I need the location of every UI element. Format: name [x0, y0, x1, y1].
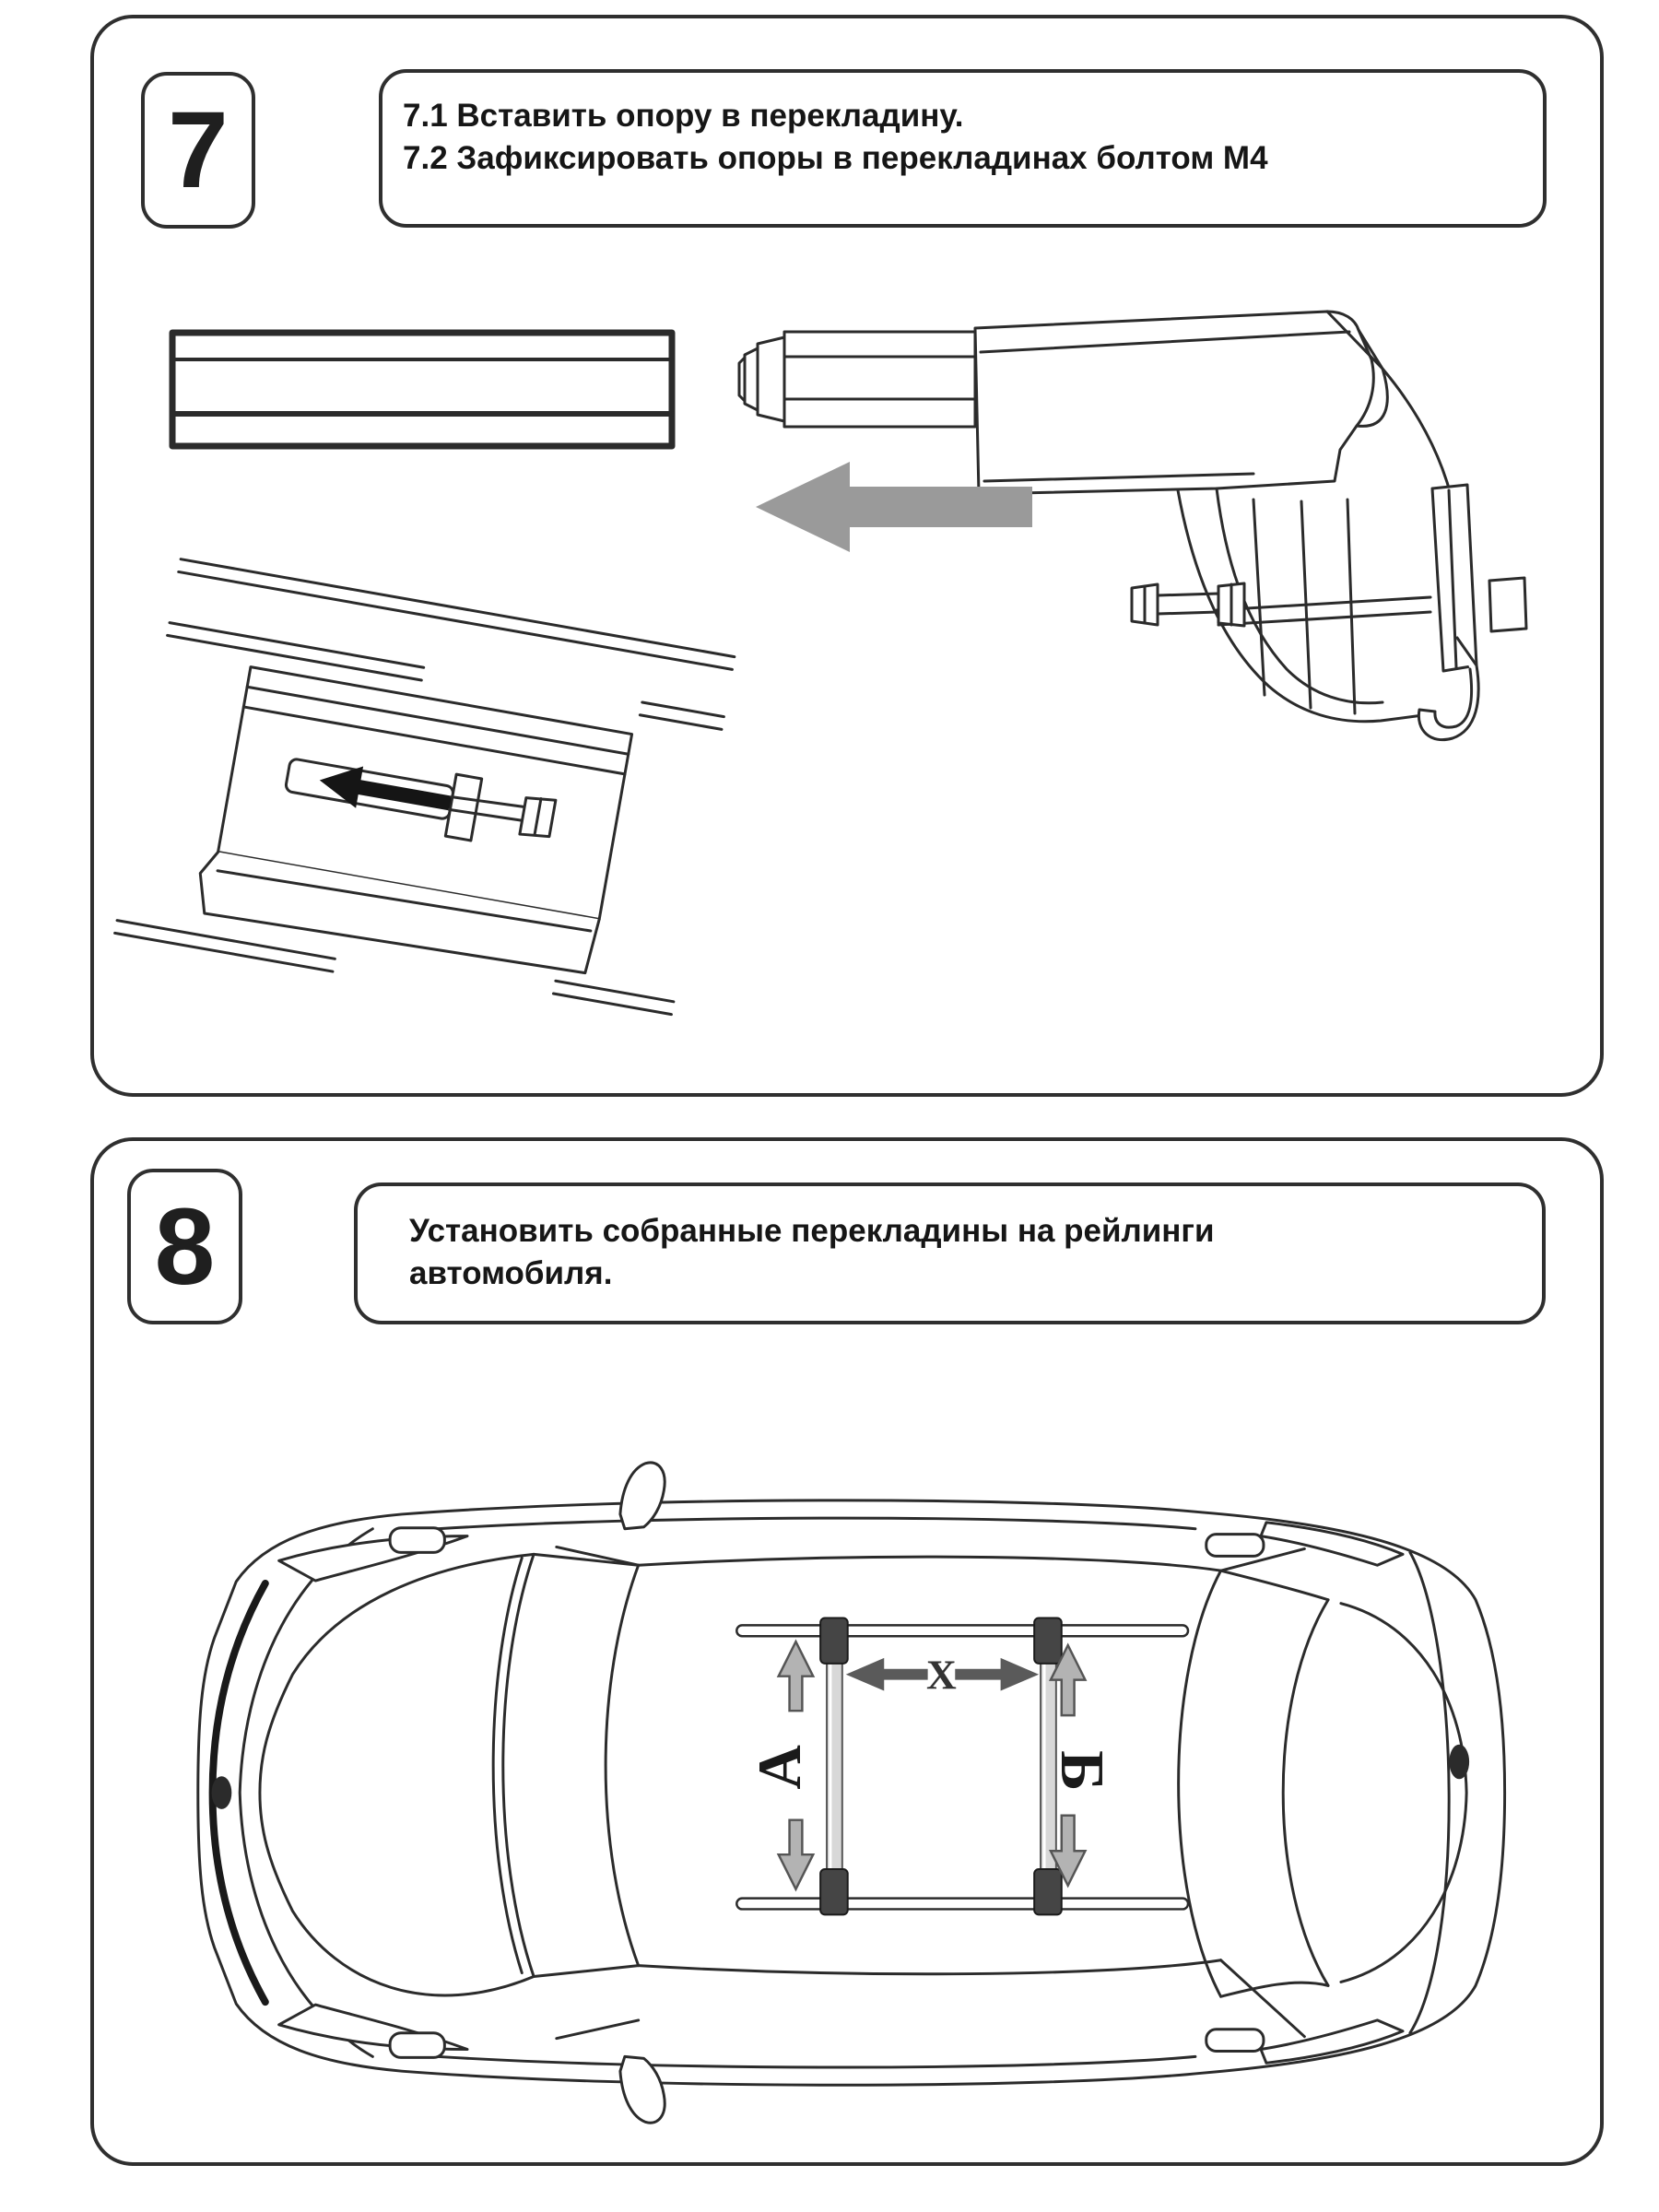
step-8-number-box	[127, 1169, 242, 1324]
step-8-instruction: Установить собранные перекладины на рейлинги автомобиля.	[409, 1213, 1215, 1291]
step-7-instruction-line-2: 7.2 Зафиксировать опоры в перекладинах болтом М4	[403, 140, 1268, 176]
step-8-number: 8	[154, 1185, 216, 1308]
detail-insert-drawing	[175, 544, 664, 1051]
step-7-instruction-line-1: 7.1 Вставить опору в перекладину.	[403, 98, 964, 134]
car-top-view-drawing	[120, 1438, 1539, 2157]
panel-step-7	[90, 15, 1604, 1097]
front-emblem	[212, 1776, 232, 1809]
crossbar-profile-drawing	[169, 329, 676, 450]
label-a: А	[745, 1745, 815, 1790]
trunk-antenna	[1449, 1745, 1469, 1780]
panel-step-8	[90, 1137, 1604, 2166]
label-x: X	[926, 1652, 957, 1699]
roof-rail-right	[736, 1899, 1188, 1910]
bolt-m4	[1132, 583, 1244, 626]
step-7-instruction-box	[379, 69, 1547, 228]
car-body-outline	[198, 1500, 1505, 2085]
step-7-number-box	[141, 72, 255, 229]
step-7-number: 7	[168, 89, 229, 211]
roof-rail-left	[736, 1625, 1188, 1636]
label-b: Б	[1047, 1750, 1117, 1792]
step-8-instruction-box	[354, 1182, 1546, 1324]
foot-housing	[975, 312, 1373, 494]
support-foot-drawing	[737, 304, 1567, 811]
